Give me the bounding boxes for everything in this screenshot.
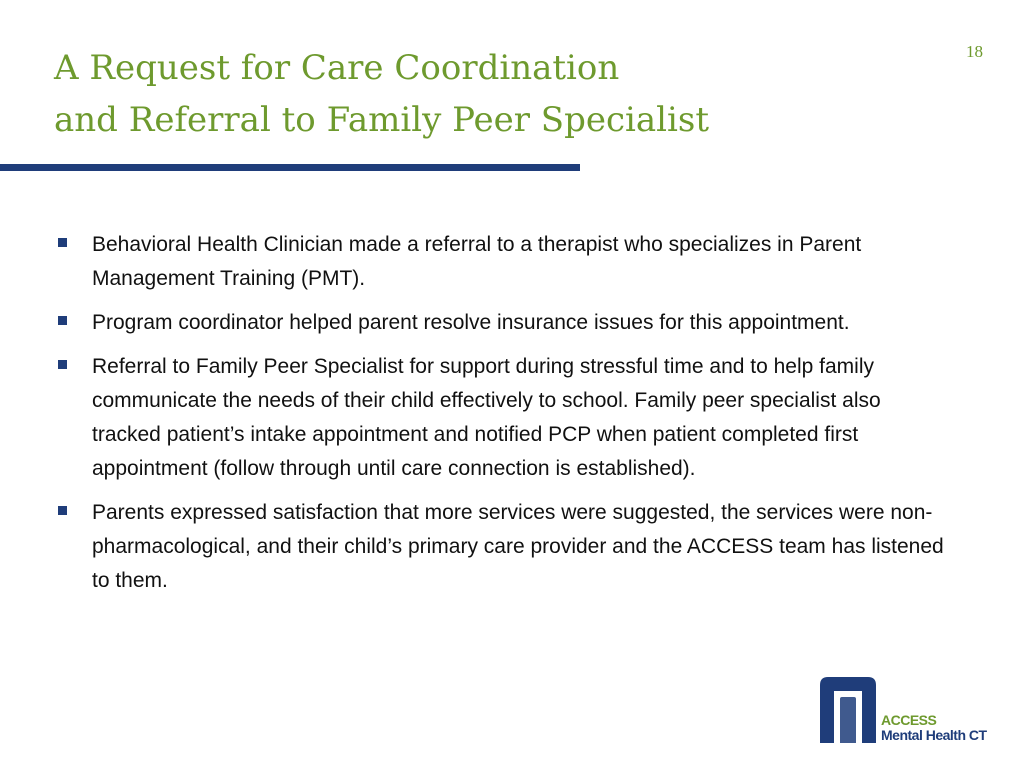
logo-access-text: ACCESS: [881, 712, 937, 728]
square-bullet-icon: [58, 506, 67, 515]
title-divider: [0, 164, 580, 174]
logo-mental-health-text: Mental Health CT: [881, 727, 987, 743]
square-bullet-icon: [58, 316, 67, 325]
bullet-text: Parents expressed satisfaction that more services were suggested, the services were non-pharmacological, and their child’s primary care provider and the ACCESS team has listened to them.: [92, 501, 944, 592]
slide-title-line1: A Request for Care Coordination: [54, 48, 620, 88]
square-bullet-icon: [58, 360, 67, 369]
square-bullet-icon: [58, 238, 67, 247]
bullet-item: [54, 496, 944, 598]
bullet-item: [54, 350, 944, 486]
logo-wordmark: [881, 713, 987, 743]
bullet-item: [54, 306, 944, 340]
bullet-text: Program coordinator helped parent resolve insurance issues for this appointment.: [92, 311, 850, 334]
access-doorway-icon: [818, 675, 878, 743]
bullet-item: [54, 228, 944, 296]
bullet-text: Referral to Family Peer Specialist for support during stressful time and to help family communicate the needs of their child effectively to school. Family peer specialist also tracked patient’s intake appointment and notified PCP when patient completed first appointment (follow through until care connection is established).: [92, 355, 881, 480]
slide-title-line2: and Referral to Family Peer Specialist: [54, 100, 709, 140]
title-divider-bar: [0, 164, 580, 171]
bullet-list: [54, 228, 944, 608]
access-mental-health-logo: [818, 675, 1008, 743]
slide-title: [54, 42, 934, 146]
slide-number: 18: [966, 42, 983, 61]
bullet-text: Behavioral Health Clinician made a referral to a therapist who specializes in Parent Management Training (PMT).: [92, 233, 862, 290]
